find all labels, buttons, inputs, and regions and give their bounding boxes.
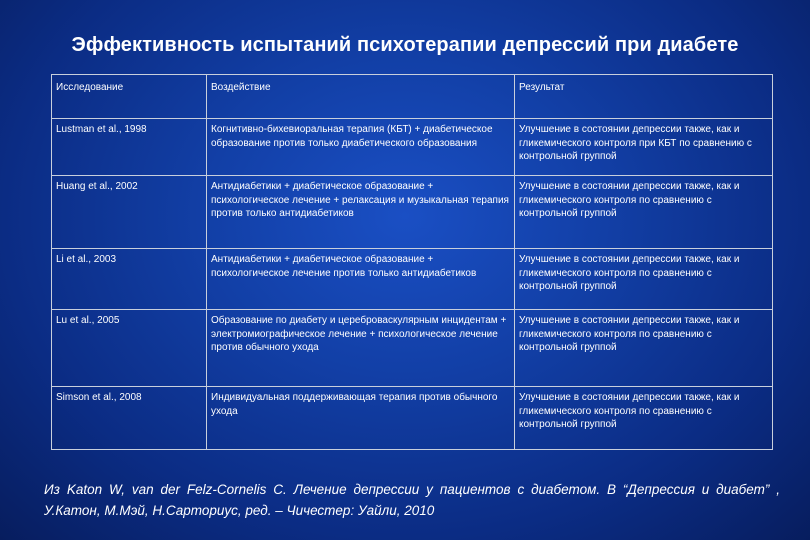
cell-result: Улучшение в состоянии депрессии также, как и гликемического контроля по сравнению с контрольной группой	[515, 387, 773, 450]
cell-result: Улучшение в состоянии депрессии также, как и гликемического контроля по сравнению с контрольной группой	[515, 249, 773, 310]
table-row	[52, 387, 773, 450]
cell-study: Lu et al., 2005	[52, 310, 207, 387]
table-row	[52, 310, 773, 387]
cell-result: Улучшение в состоянии депрессии также, как и гликемического контроля по сравнению с контрольной группой	[515, 176, 773, 249]
cell-intervention: Образование по диабету и цереброваскулярным инцидентам + электромиографическое лечение + психологическое лечение против обычного ухода	[207, 310, 515, 387]
cell-result: Улучшение в состоянии депрессии также, как и гликемического контроля при КБТ по сравнению с контрольной группой	[515, 119, 773, 176]
studies-table	[51, 74, 773, 450]
cell-study: Huang et al., 2002	[52, 176, 207, 249]
cell-study: Lustman et al., 1998	[52, 119, 207, 176]
header-study: Исследование	[52, 75, 207, 119]
header-result: Результат	[515, 75, 773, 119]
header-intervention: Воздействие	[207, 75, 515, 119]
table-header-row	[52, 75, 773, 119]
cell-intervention: Индивидуальная поддерживающая терапия против обычного ухода	[207, 387, 515, 450]
cell-study: Li et al., 2003	[52, 249, 207, 310]
slide-title: Эффективность испытаний психотерапии депрессий при диабете	[71, 34, 739, 56]
table-row	[52, 119, 773, 176]
cell-intervention: Антидиабетики + диабетическое образование + психологическое лечение + релаксация и музыкальная терапия против только антидиабетиков	[207, 176, 515, 249]
cell-result: Улучшение в состоянии депрессии также, как и гликемического контроля по сравнению с контрольной группой	[515, 310, 773, 387]
table-row	[52, 249, 773, 310]
cell-intervention: Когнитивно-бихевиоральная терапия (КБТ) + диабетическое образование против только диабетического образования	[207, 119, 515, 176]
table-row	[52, 176, 773, 249]
cell-intervention: Антидиабетики + диабетическое образование + психологическое лечение против только антидиабетиков	[207, 249, 515, 310]
cell-study: Simson et al., 2008	[52, 387, 207, 450]
source-citation: Из Katon W, van der Felz-Cornelis C. Лечение депрессии у пациентов с диабетом. В “Депрессия и диабет” , У.Катон, М.Мэй, Н.Сарториус, ред. – Чичестер: Уайли, 2010	[44, 482, 780, 518]
